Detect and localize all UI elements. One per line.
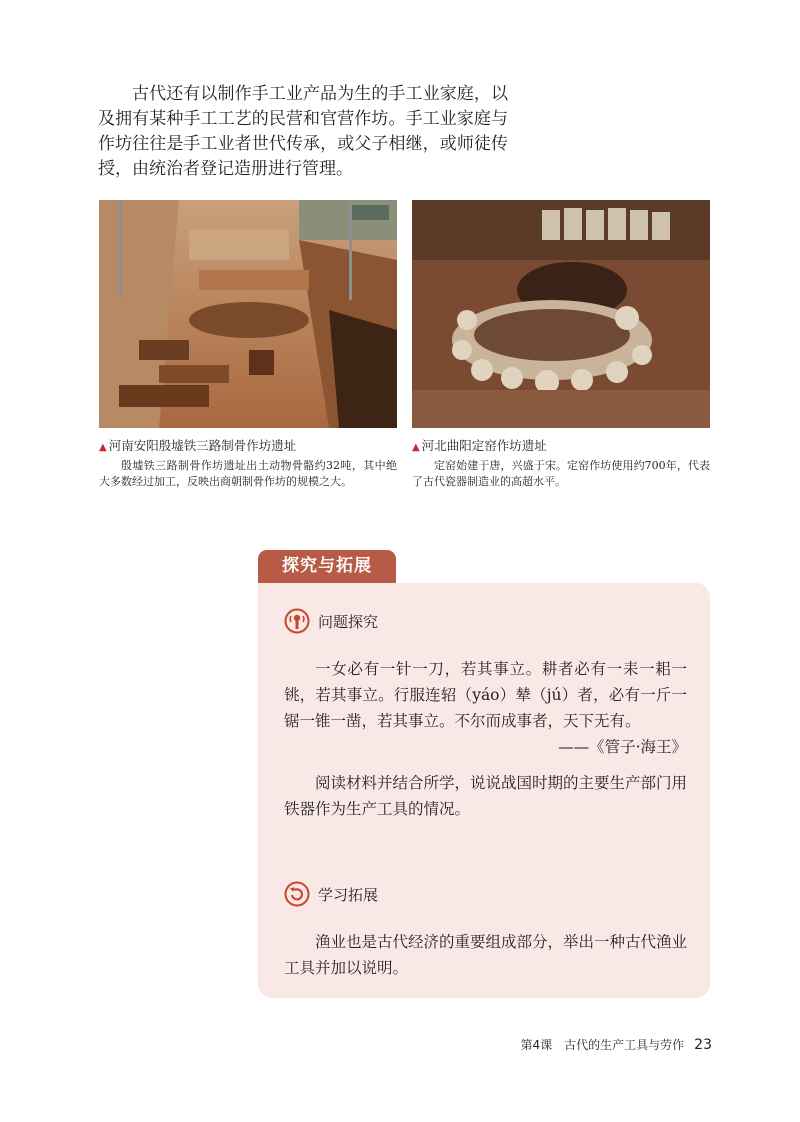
question-heading: 问题探究	[318, 612, 379, 631]
caption-marker-icon: ▲	[412, 442, 420, 453]
page-footer	[521, 1036, 712, 1053]
extension-prompt: 渔业也是古代经济的重要组成部分，举出一种古代渔业工具并加以说明。	[284, 933, 688, 977]
intro-paragraph: 古代还有以制作手工业产品为生的手工业家庭，以及拥有某种手工工艺的民营和官营作坊。手工业家庭与作坊往往是手工业者世代传承，或父子相继，或师徒传授，由统治者登记造册进行管理。	[98, 84, 508, 179]
caption-body: 定窑始建于唐，兴盛于宋。定窑作坊使用约700年，代表了古代瓷器制造业的高超水平。	[412, 459, 710, 488]
question-section-heading	[284, 607, 378, 635]
extension-heading: 学习拓展	[318, 885, 379, 904]
extension-section-heading	[284, 880, 378, 908]
page-number: 23	[694, 1037, 712, 1053]
question-prompt: 阅读材料并结合所学，说说战国时期的主要生产部门用铁器作为生产工具的情况。	[284, 774, 688, 818]
figure-caption-left	[99, 437, 397, 490]
refresh-icon	[284, 881, 310, 907]
explore-tab-label: 探究与拓展	[258, 550, 396, 583]
caption-title: 河南安阳殷墟铁三路制骨作坊遗址	[108, 438, 297, 453]
lesson-title: 第4课 古代的生产工具与劳作	[520, 1038, 685, 1052]
quote-attribution: ——《管子·海王》	[558, 738, 687, 756]
bone-workshop-site-photo	[99, 200, 397, 428]
caption-body: 殷墟铁三路制骨作坊遗址出土动物骨骼约32吨，其中绝大多数经过加工，反映出商朝制骨作坊的规模之大。	[99, 459, 397, 488]
caption-title: 河北曲阳定窑作坊遗址	[421, 438, 547, 453]
ding-kiln-site-photo	[412, 200, 710, 428]
source-quote: 一女必有一针一刀，若其事立。耕者必有一耒一耜一铫，若其事立。行服连轺（yáo）辇（jú）者，必有一斤一锯一锥一凿，若其事立。不尔而成事者，天下无有。	[284, 660, 687, 730]
inquiry-icon	[284, 608, 310, 634]
figure-caption-right	[412, 437, 710, 490]
caption-marker-icon: ▲	[99, 442, 107, 453]
